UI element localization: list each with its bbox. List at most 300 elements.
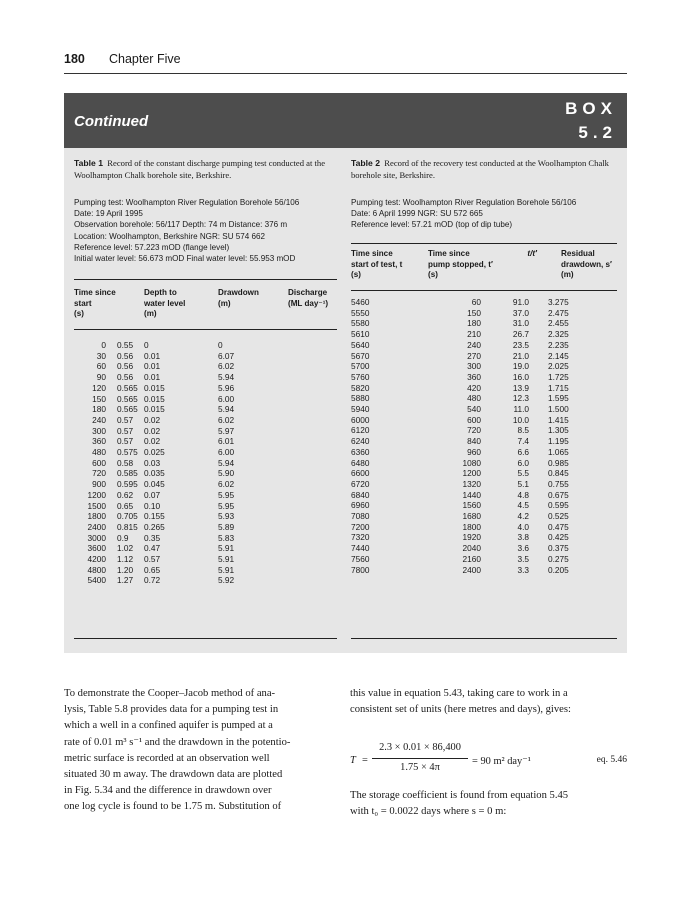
box-title-bar [64, 93, 627, 148]
table2-cell: 12.3 [512, 393, 529, 404]
body-line: this value in equation 5.43, taking care to work in a [350, 688, 568, 699]
table2-cell: 1080 [462, 457, 481, 468]
table1-cell: 300 [92, 425, 106, 436]
equation-lhs: T [350, 755, 356, 766]
table1-cell: 0.57 [144, 554, 161, 565]
header-line: water level [144, 298, 186, 308]
table2-cell: 2160 [462, 553, 481, 564]
table1-meta-line: Initial water level: 56.673 mOD Final water level: 55.953 mOD [74, 254, 296, 264]
table2-cell: 6960 [351, 500, 370, 511]
table2-meta [351, 197, 623, 231]
table1-cell: 0.035 [144, 468, 165, 479]
table2-spacer [529, 308, 548, 319]
table1-cell: 5.94 [218, 457, 235, 468]
body-line: metric surface is recorded at an observation well [64, 752, 270, 764]
table1-cell: 360 [92, 436, 106, 447]
table1-cell: 0.9 [117, 532, 129, 543]
table2-row [351, 372, 583, 383]
table1-cell: 30 [96, 350, 106, 361]
table1-cell: 0.565 [117, 393, 138, 404]
body-left-column [64, 686, 331, 816]
table1-meta-line: Observation borehole: 56/117 Depth: 74 m Distance: 376 m [74, 220, 288, 230]
table1-cell: 240 [92, 414, 106, 425]
table1-row [74, 543, 288, 554]
table2-cell: 7800 [351, 564, 370, 575]
table1-caption [74, 157, 329, 181]
table1-cell: 480 [92, 447, 106, 458]
table2-cell: 0.985 [548, 457, 569, 468]
table2-spacer [529, 458, 548, 469]
table1-cell: 0.815 [117, 521, 138, 532]
table1-header-time [74, 288, 129, 320]
table1-cell: 5.89 [218, 521, 235, 532]
table1-row [74, 490, 288, 501]
table2-spacer [529, 543, 548, 554]
table2-cell: 1.305 [548, 425, 569, 436]
table2-header-residual [561, 249, 621, 281]
table2-cell: 180 [467, 318, 481, 329]
table2-row [351, 361, 583, 372]
table2-spacer [529, 436, 548, 447]
header-line: (m) [561, 270, 574, 280]
table2-spacer [529, 447, 548, 458]
table1-cell: 4800 [87, 564, 106, 575]
table1-row [74, 468, 288, 479]
table2-cell: 0.845 [548, 468, 569, 479]
header-line: (s) [351, 270, 361, 280]
table1-row [74, 533, 288, 544]
body-line: which a well in a confined aquifer is pumped at a [64, 720, 273, 732]
table2-row [351, 565, 583, 576]
table1-cell: 0.03 [144, 457, 161, 468]
table2-cell: 2.025 [548, 361, 569, 372]
table2-cell: 1920 [462, 532, 481, 543]
table1-cell: 0.62 [117, 489, 134, 500]
table2-row [351, 447, 583, 458]
chapter-title: Chapter Five [109, 52, 181, 66]
header-line: Discharge [288, 288, 328, 297]
table2-cell: 5.5 [517, 468, 529, 479]
body-line: with t₀ = 0.0022 days where s = 0 m: [350, 806, 507, 818]
table2-cell: 16.0 [512, 371, 529, 382]
table1-cell: 6.07 [218, 350, 235, 361]
table2-header-ratio [512, 249, 537, 260]
table2-cell: 1.065 [548, 446, 569, 457]
table1-cell: 0.705 [117, 511, 138, 522]
header-line: Depth to [144, 288, 177, 297]
table1-cell: 5.92 [218, 575, 235, 586]
table2-cell: 1680 [462, 511, 481, 522]
body-line: rate of 0.01 m³ s⁻¹ and the drawdown in the potentio- [64, 736, 291, 748]
table1-row [74, 383, 288, 394]
table2-cell: 19.0 [512, 361, 529, 372]
table1-top-rule [74, 279, 337, 280]
table2-spacer [529, 479, 548, 490]
table1-cell: 0.015 [144, 404, 165, 415]
table1-cell: 1.12 [117, 554, 134, 565]
table2-cell: 31.0 [512, 318, 529, 329]
table1-row [74, 361, 288, 372]
header-line: (m) [218, 298, 231, 308]
table2-cell: 240 [467, 339, 481, 350]
table1-cell: 1.20 [117, 564, 134, 575]
header-line: (s) [74, 309, 84, 319]
table2-row [351, 436, 583, 447]
table2-row [351, 511, 583, 522]
header-line: start of test, t [351, 259, 403, 269]
table2-cell: 10.0 [512, 414, 529, 425]
table1-header-depth [144, 288, 209, 320]
table1-cell: 5.95 [218, 500, 235, 511]
table1-cell: 5.94 [218, 372, 235, 383]
table2-cell: 7200 [351, 521, 370, 532]
table2-cell: 60 [471, 297, 481, 307]
table2-cell: 150 [467, 307, 481, 318]
table1-cell: 600 [92, 457, 106, 468]
table2-header-rule [351, 290, 617, 291]
table2-cell: 2.455 [548, 318, 569, 329]
header-line: (ML day⁻¹) [288, 298, 329, 308]
table2-cell: 1560 [462, 500, 481, 511]
table2-cell: 37.0 [512, 307, 529, 318]
table2-cell: 4.0 [517, 521, 529, 532]
table1-meta-line: Reference level: 57.223 mOD (flange level) [74, 242, 230, 252]
table1-row [74, 501, 288, 512]
table1-cell: 1500 [87, 500, 106, 511]
table2-cell: 7320 [351, 532, 370, 543]
table2-row [351, 458, 583, 469]
table1-cell: 0.02 [144, 414, 161, 425]
table2-row [351, 532, 583, 543]
table2-cell: 480 [467, 393, 481, 404]
table1-row [74, 511, 288, 522]
table2-cell: 1.500 [548, 404, 569, 415]
table2-spacer [529, 329, 548, 340]
table2-spacer [529, 383, 548, 394]
table2-row [351, 351, 583, 362]
table1-cell: 180 [92, 404, 106, 415]
table2-spacer [529, 490, 548, 501]
table2-cell: 2.145 [548, 350, 569, 361]
table2-spacer [529, 522, 548, 533]
table2-cell: 5460 [351, 297, 370, 307]
table2-spacer [529, 532, 548, 543]
table2-cell: 210 [467, 329, 481, 340]
table2-cell: 0.525 [548, 511, 569, 522]
equation-numerator: 2.3 × 0.01 × 86,400 [379, 742, 461, 753]
table2-cell: 5940 [351, 404, 370, 415]
body-line: The storage coefficient is found from equation 5.45 [350, 790, 569, 801]
table2-cell: 91.0 [512, 297, 529, 307]
body-line: situated 30 m away. The drawdown data are plotted [64, 769, 283, 781]
table2-row [351, 329, 583, 340]
table1-row [74, 479, 288, 490]
table2-cell: 5610 [351, 329, 370, 340]
table1-cell: 0.57 [117, 436, 134, 447]
table2-cell: 1800 [462, 521, 481, 532]
table1-cell: 720 [92, 468, 106, 479]
table1-cell: 6.01 [218, 436, 235, 447]
table2-spacer [529, 500, 548, 511]
table2-row [351, 415, 583, 426]
table1-cell: 0.045 [144, 479, 165, 490]
table1-row [74, 554, 288, 565]
table2-cell: 6720 [351, 478, 370, 489]
table1-cell: 90 [96, 372, 106, 383]
table1-cell: 4200 [87, 554, 106, 565]
box-label-number: 5.2 [578, 123, 617, 142]
table2-cell: 840 [467, 436, 481, 447]
header-line: Residual [561, 249, 595, 258]
table2-cell: 0.755 [548, 478, 569, 489]
table2-cell: 6600 [351, 468, 370, 479]
table2-cell: 3.6 [517, 543, 529, 554]
table2-cell: 0.595 [548, 500, 569, 511]
table1-caption-label: Table 1 [74, 158, 103, 168]
table2-cell: 5.1 [517, 478, 529, 489]
table2-row [351, 404, 583, 415]
table1-row [74, 415, 288, 426]
table1-cell: 0.01 [144, 350, 161, 361]
table1-cell: 0.025 [144, 447, 165, 458]
table2-row [351, 500, 583, 511]
table2-row [351, 554, 583, 565]
table1-cell: 5400 [87, 575, 106, 586]
table1-cell: 6.00 [218, 447, 235, 458]
table2-caption-label: Table 2 [351, 158, 380, 168]
table1-cell: 0.56 [117, 361, 134, 372]
table1-cell: 0 [218, 340, 223, 350]
table1-cell: 0.265 [144, 521, 165, 532]
table1-header-discharge [288, 288, 348, 309]
table1-cell: 3000 [87, 532, 106, 543]
table1-cell: 5.93 [218, 511, 235, 522]
table2-row [351, 318, 583, 329]
equation-equals: = [362, 755, 368, 766]
table2-cell: 1.725 [548, 371, 569, 382]
table2-row [351, 308, 583, 319]
table2-cell: 3.8 [517, 532, 529, 543]
table2-spacer [529, 565, 548, 576]
table2-cell: 1.415 [548, 414, 569, 425]
table2-spacer [529, 297, 548, 308]
box-panel [64, 93, 627, 653]
table1-row [74, 340, 288, 351]
table2-cell: 540 [467, 404, 481, 415]
table1-cell: 0.015 [144, 382, 165, 393]
header-line: t/t′ [527, 249, 537, 258]
table1-cell: 1800 [87, 511, 106, 522]
table1-bottom-rule [74, 638, 337, 639]
equation-number: eq. 5.46 [596, 755, 627, 765]
table2-spacer [529, 318, 548, 329]
table1-cell: 0.10 [144, 500, 161, 511]
table2-cell: 6120 [351, 425, 370, 436]
table1-header-rule [74, 329, 337, 330]
table2-cell: 6840 [351, 489, 370, 500]
table1-cell: 0.585 [117, 468, 138, 479]
table1-row [74, 372, 288, 383]
table1-cell: 0.55 [117, 340, 134, 350]
table2-meta-line: Reference level: 57.21 mOD (top of dip tube) [351, 220, 513, 230]
table2-cell: 420 [467, 382, 481, 393]
table1-cell: 5.91 [218, 564, 235, 575]
table1-cell: 0.595 [117, 479, 138, 490]
table1-cell: 1200 [87, 489, 106, 500]
table1-cell: 0.47 [144, 543, 161, 554]
table2-cell: 1.195 [548, 436, 569, 447]
table1-cell: 0.57 [117, 414, 134, 425]
table2-cell: 5550 [351, 307, 370, 318]
table2-cell: 2400 [462, 564, 481, 575]
table2-cell: 2.475 [548, 307, 569, 318]
table2-cell: 5760 [351, 371, 370, 382]
table2-top-rule [351, 243, 617, 244]
table1-cell: 6.02 [218, 479, 235, 490]
table1-cell: 0.35 [144, 532, 161, 543]
equation-5-46 [350, 742, 627, 782]
table1-caption-text: Record of the constant discharge pumping test conducted at the Woolhampton Chalk borehole site, Berkshire. [74, 158, 326, 180]
box-label-word: BOX [565, 99, 617, 118]
table2-spacer [529, 340, 548, 351]
table2-spacer [529, 361, 548, 372]
table1-cell: 2400 [87, 521, 106, 532]
table2-cell: 0.375 [548, 543, 569, 554]
table2-cell: 0.475 [548, 521, 569, 532]
table2-row [351, 468, 583, 479]
table2-cell: 1320 [462, 478, 481, 489]
table1-cell: 60 [96, 361, 106, 372]
table1-cell: 0 [101, 340, 106, 350]
table1-row [74, 404, 288, 415]
header-line: pump stopped, t′ [428, 259, 493, 269]
table2-cell: 6.6 [517, 446, 529, 457]
table1-cell: 5.83 [218, 532, 235, 543]
table1-cell: 0.56 [117, 350, 134, 361]
table1-cell: 5.90 [218, 468, 235, 479]
table1-cell: 0.56 [117, 372, 134, 383]
table2-spacer [529, 554, 548, 565]
table2-cell: 0.425 [548, 532, 569, 543]
table1-header-drawdown [218, 288, 278, 309]
table2-cell: 4.2 [517, 511, 529, 522]
table2-cell: 0.675 [548, 489, 569, 500]
table1-row [74, 436, 288, 447]
table1-cell: 900 [92, 479, 106, 490]
table2-meta-line: Date: 6 April 1999 NGR: SU 572 665 [351, 209, 483, 219]
table2-spacer [529, 425, 548, 436]
table1-cell: 0.72 [144, 575, 161, 586]
table1-row [74, 522, 288, 533]
table2-cell: 6240 [351, 436, 370, 447]
table2-row [351, 393, 583, 404]
table2-row [351, 340, 583, 351]
table2-cell: 5640 [351, 339, 370, 350]
table2-cell: 6000 [351, 414, 370, 425]
header-rule [64, 73, 627, 74]
table1-cell: 0.015 [144, 393, 165, 404]
table1-cell: 5.91 [218, 554, 235, 565]
table2-cell: 2.325 [548, 329, 569, 340]
table1-cell: 0.07 [144, 489, 161, 500]
page-number: 180 [64, 52, 85, 66]
body-line: one log cycle is found to be 1.75 m. Substitution of [64, 801, 282, 813]
table2-row [351, 490, 583, 501]
table1-cell: 5.96 [218, 382, 235, 393]
table1-cell: 0.65 [117, 500, 134, 511]
table2-cell: 7440 [351, 543, 370, 554]
table2-cell: 0.275 [548, 553, 569, 564]
table2-cell: 5700 [351, 361, 370, 372]
body-line: consistent set of units (here metres and days), gives: [350, 704, 571, 716]
table1-cell: 5.95 [218, 489, 235, 500]
table1-body [74, 340, 288, 586]
table2-cell: 13.9 [512, 382, 529, 393]
equation-denominator: 1.75 × 4π [400, 762, 440, 773]
table1-cell: 150 [92, 393, 106, 404]
table2-row [351, 479, 583, 490]
table1-row [74, 575, 288, 586]
table2-cell: 1200 [462, 468, 481, 479]
table1-meta [74, 197, 339, 264]
table1-cell: 0.65 [144, 564, 161, 575]
table2-caption [351, 157, 611, 181]
table2-caption-text: Record of the recovery test conducted at the Woolhampton Chalk borehole site, Berkshire. [351, 158, 609, 180]
table2-cell: 2.235 [548, 339, 569, 350]
table1-cell: 0.01 [144, 372, 161, 383]
table2-header-time-stopped [428, 249, 513, 281]
header-line: (s) [428, 270, 438, 280]
table2-cell: 960 [467, 446, 481, 457]
box-label [565, 97, 617, 145]
table2-cell: 1.595 [548, 393, 569, 404]
table2-cell: 1440 [462, 489, 481, 500]
table2-spacer [529, 351, 548, 362]
table1-cell: 6.02 [218, 414, 235, 425]
body-line: To demonstrate the Cooper–Jacob method of ana- [64, 688, 276, 699]
table2-spacer [529, 415, 548, 426]
table2-spacer [529, 372, 548, 383]
table2-spacer [529, 511, 548, 522]
table1-row [74, 426, 288, 437]
table2-row [351, 425, 583, 436]
table1-cell: 6.00 [218, 393, 235, 404]
table2-body [351, 297, 583, 575]
table2-spacer [529, 393, 548, 404]
table1-cell: 6.02 [218, 361, 235, 372]
table1-row [74, 447, 288, 458]
table2-row [351, 522, 583, 533]
table2-row [351, 297, 583, 308]
body-right-column-bottom [350, 788, 627, 820]
header-line: Time since [428, 249, 470, 258]
table2-cell: 1.715 [548, 382, 569, 393]
table1-meta-line: Location: Woolhampton, Berkshire NGR: SU 574 662 [74, 231, 266, 241]
table1-meta-line: Date: 19 April 1995 [74, 209, 143, 219]
table1-cell: 5.94 [218, 404, 235, 415]
body-line: lysis, Table 5.8 provides data for a pumping test in [64, 704, 279, 716]
table2-cell: 11.0 [513, 404, 529, 415]
header-line: drawdown, s′ [561, 259, 612, 269]
table1-cell: 1.02 [117, 543, 134, 554]
table2-row [351, 383, 583, 394]
table1-cell: 0.575 [117, 447, 138, 458]
table1-cell: 3600 [87, 543, 106, 554]
table1-cell: 0.01 [144, 361, 161, 372]
table2-cell: 5820 [351, 382, 370, 393]
body-line: in Fig. 5.34 and the difference in drawdown over [64, 785, 272, 797]
table2-header-time-start [351, 249, 426, 281]
